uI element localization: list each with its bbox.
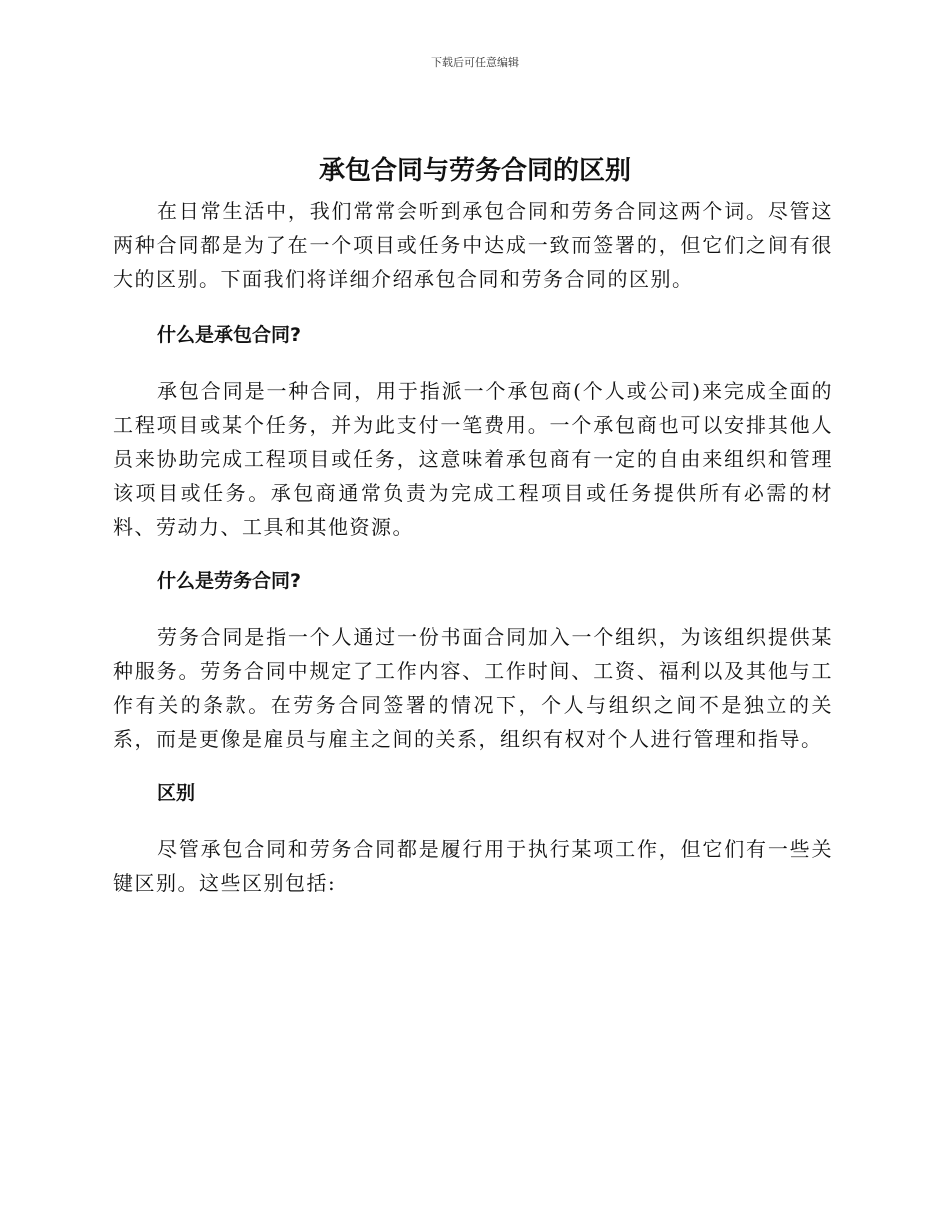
document-body — [113, 194, 833, 900]
intro-paragraph: 在日常生活中，我们常常会听到承包合同和劳务合同这两个词。尽管这两种合同都是为了在一个项目或任务中达成一致而签署的，但它们之间有很大的区别。下面我们将详细介绍承包合同和劳务合同的区别。 — [113, 199, 833, 291]
section-body-contracting: 承包合同是一种合同，用于指派一个承包商(个人或公司)来完成全面的工程项目或某个任务，并为此支付一笔费用。一个承包商也可以安排其他人员来协助完成工程项目或任务，这意味着承包商有一定的自由来组织和管理该项目或任务。承包商通常负责为完成工程项目或任务提供所有必需的材料、劳动力、工具和其他资源。 — [113, 379, 833, 539]
section-heading-difference: 区别 — [157, 782, 196, 804]
section-heading-labor: 什么是劳务合同? — [157, 570, 302, 592]
section-body-difference: 尽管承包合同和劳务合同都是履行用于执行某项工作，但它们有一些关键区别。这些区别包括: — [113, 837, 833, 895]
section-body-labor: 劳务合同是指一个人通过一份书面合同加入一个组织，为该组织提供某种服务。劳务合同中规定了工作内容、工作时间、工资、福利以及其他与工作有关的条款。在劳务合同签署的情况下，个人与组织之间不是独立的关系，而是更像是雇员与雇主之间的关系，组织有权对个人进行管理和指导。 — [113, 625, 833, 751]
section-heading-contracting: 什么是承包合同? — [157, 324, 302, 346]
header-note: 下载后可任意编辑 — [431, 56, 519, 69]
document-title: 承包合同与劳务合同的区别 — [318, 156, 631, 186]
